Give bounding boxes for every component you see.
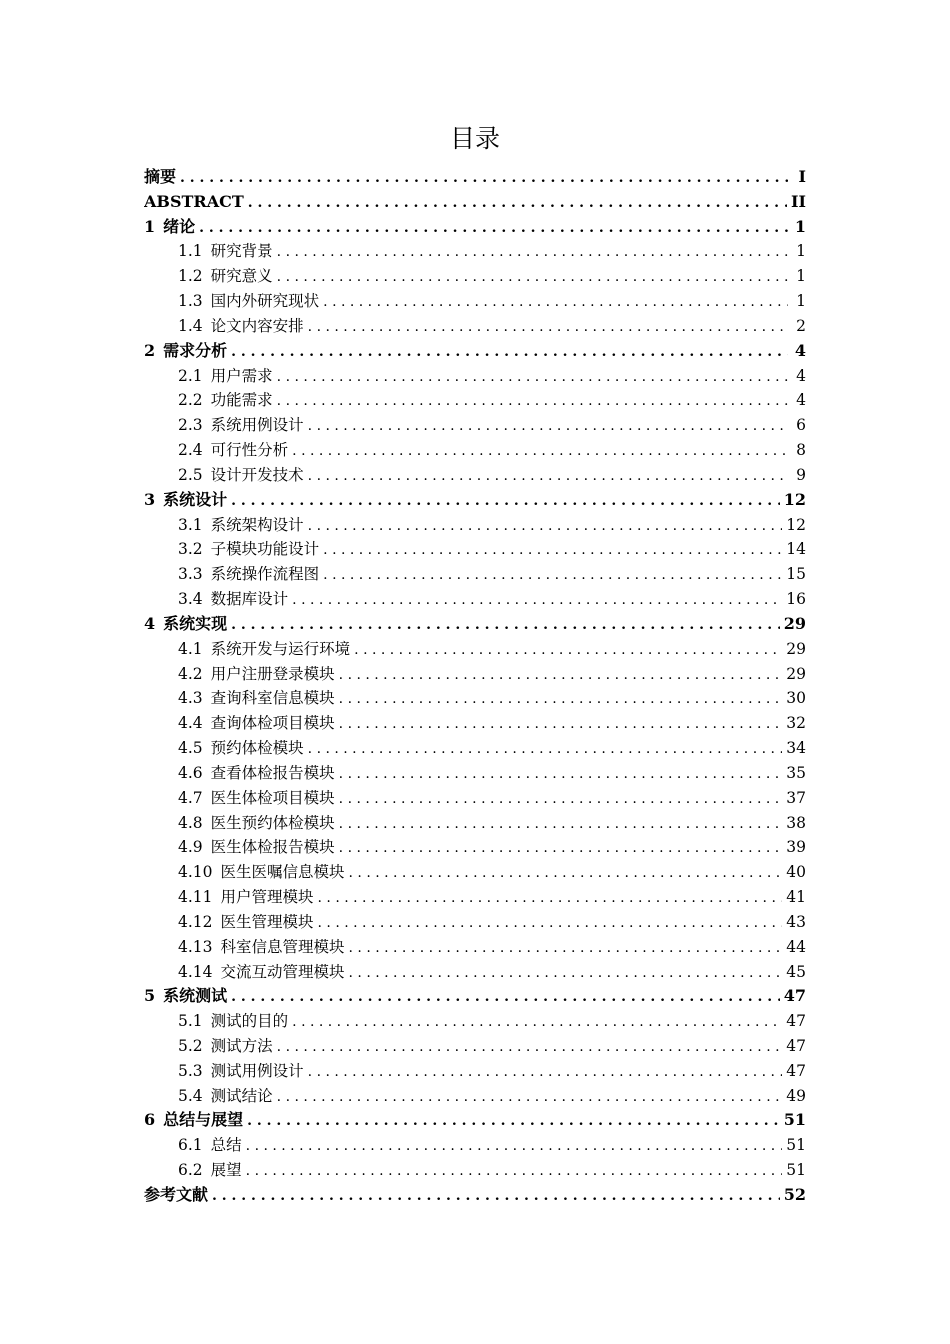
toc-dot-leader: [308, 514, 783, 538]
toc-entry-page-number: 1: [794, 216, 806, 236]
toc-entry-number: 4.14: [178, 962, 213, 981]
toc-entry-number: 4.10: [178, 863, 213, 882]
toc-entry-label: 查询体检项目模块: [210, 714, 335, 733]
toc-entry-page-number: 14: [786, 540, 806, 559]
toc-entry-label: 交流互动管理模块: [220, 962, 345, 981]
toc-entry-page-number: 29: [783, 613, 806, 633]
toc-entry-number: 2.3: [178, 416, 203, 435]
toc-entry-label: 系统实现: [163, 613, 228, 633]
toc-entry-number: 4.1: [178, 639, 203, 658]
toc-dot-leader: [323, 290, 788, 314]
toc-list: [144, 165, 806, 1208]
toc-entry-page-number: 37: [786, 788, 806, 807]
toc-entry-page-number: 49: [786, 1086, 806, 1105]
toc-dot-leader: [292, 1010, 782, 1034]
toc-entry-number: 2: [144, 340, 156, 360]
toc-entry-number: 3.1: [178, 515, 203, 534]
toc-entry-label: 医生医嘱信息模块: [220, 863, 345, 882]
toc-entry-label: 绪论: [163, 216, 196, 236]
toc-dot-leader: [277, 265, 788, 289]
toc-dot-leader: [180, 166, 788, 190]
toc-entry-page-number: 51: [786, 1136, 806, 1155]
toc-section-entry[interactable]: [144, 513, 806, 538]
toc-dot-leader: [246, 1159, 783, 1183]
toc-section-entry[interactable]: [144, 1059, 806, 1084]
toc-entry-label: 摘要: [144, 167, 177, 186]
toc-section-entry[interactable]: [144, 1158, 806, 1183]
toc-section-entry[interactable]: [144, 662, 806, 687]
toc-entry-page-number: 47: [786, 1036, 806, 1055]
toc-dot-leader: [318, 886, 783, 910]
toc-entry-label: ABSTRACT: [144, 191, 244, 211]
toc-section-entry[interactable]: [144, 264, 806, 289]
toc-entry-label: 用户管理模块: [220, 888, 314, 907]
toc-dot-leader: [318, 911, 783, 935]
toc-entry-number: 5.3: [178, 1061, 203, 1080]
toc-entry-number: 6: [144, 1110, 156, 1130]
toc-entry-page-number: 30: [786, 689, 806, 708]
toc-entry-number: 4.12: [178, 912, 213, 931]
toc-entry-page-number: 29: [786, 664, 806, 683]
toc-section-entry[interactable]: [144, 1034, 806, 1059]
toc-entry-label: 医生体检项目模块: [210, 788, 335, 807]
toc-section-entry[interactable]: [144, 463, 806, 488]
toc-dot-leader: [246, 1134, 783, 1158]
toc-dot-leader: [349, 936, 783, 960]
toc-section-entry[interactable]: [144, 811, 806, 836]
toc-section-entry[interactable]: [144, 935, 806, 960]
toc-entry-label: 子模块功能设计: [210, 540, 320, 559]
toc-dot-leader: [277, 365, 788, 389]
toc-entry-number: 1: [144, 216, 156, 236]
toc-section-entry[interactable]: [144, 364, 806, 389]
toc-entry-label: 系统开发与运行环境: [210, 639, 351, 658]
toc-dot-leader: [323, 538, 782, 562]
toc-entry-number: 6.1: [178, 1136, 203, 1155]
toc-chapter-entry[interactable]: [144, 612, 806, 637]
toc-dot-leader: [231, 340, 788, 364]
toc-section-entry[interactable]: [144, 885, 806, 910]
toc-entry-number: 5: [144, 986, 156, 1006]
toc-dot-leader: [354, 638, 782, 662]
toc-entry-page-number: 35: [786, 763, 806, 782]
toc-entry-number: 5.1: [178, 1012, 203, 1031]
toc-entry-label: 查看体检报告模块: [210, 763, 335, 782]
toc-section-entry[interactable]: [144, 711, 806, 736]
toc-chapter-entry[interactable]: [144, 488, 806, 513]
toc-section-entry[interactable]: [144, 587, 806, 612]
toc-entry-label: 医生预约体检模块: [210, 813, 335, 832]
toc-entry-label: 参考文献: [144, 1184, 209, 1204]
toc-entry-page-number: 52: [783, 1184, 806, 1204]
toc-entry-number: 4.13: [178, 937, 213, 956]
toc-entry-page-number: 1: [796, 267, 806, 286]
toc-dot-leader: [339, 812, 783, 836]
toc-entry-number: 4.2: [178, 664, 203, 683]
toc-section-entry[interactable]: [144, 289, 806, 314]
toc-entry-label: 研究意义: [210, 267, 273, 286]
toc-dot-leader: [308, 464, 788, 488]
toc-entry-number: 3: [144, 489, 156, 509]
toc-chapter-entry[interactable]: [144, 1183, 806, 1208]
toc-entry-label: 查询科室信息模块: [210, 689, 335, 708]
toc-section-entry[interactable]: [144, 960, 806, 985]
toc-entry-label: 医生体检报告模块: [210, 838, 335, 857]
toc-entry-page-number: 51: [783, 1110, 806, 1130]
toc-chapter-entry[interactable]: [144, 165, 806, 190]
toc-dot-leader: [231, 613, 780, 637]
toc-entry-label: 数据库设计: [210, 590, 289, 609]
toc-entry-number: 1.3: [178, 292, 203, 311]
toc-entry-label: 用户需求: [210, 366, 273, 385]
toc-entry-number: 2.5: [178, 465, 203, 484]
toc-entry-page-number: 6: [796, 416, 806, 435]
toc-entry-label: 测试结论: [210, 1086, 273, 1105]
toc-section-entry[interactable]: [144, 761, 806, 786]
toc-entry-label: 总结与展望: [163, 1110, 244, 1130]
toc-section-entry[interactable]: [144, 910, 806, 935]
toc-section-entry[interactable]: [144, 1084, 806, 1109]
toc-dot-leader: [248, 191, 787, 215]
toc-entry-number: 2.2: [178, 391, 203, 410]
toc-entry-page-number: 1: [796, 242, 806, 261]
toc-entry-number: 4.7: [178, 788, 203, 807]
toc-entry-page-number: 2: [796, 316, 806, 335]
toc-chapter-entry[interactable]: [144, 984, 806, 1009]
toc-entry-label: 医生管理模块: [220, 912, 314, 931]
toc-entry-page-number: 41: [786, 888, 806, 907]
toc-chapter-entry[interactable]: [144, 190, 806, 215]
toc-entry-label: 设计开发技术: [210, 465, 304, 484]
toc-entry-label: 需求分析: [163, 340, 228, 360]
toc-dot-leader: [231, 985, 780, 1009]
toc-entry-page-number: 40: [786, 863, 806, 882]
toc-section-entry[interactable]: [144, 835, 806, 860]
toc-dot-leader: [339, 836, 783, 860]
toc-entry-number: 1.1: [178, 242, 203, 261]
toc-dot-leader: [349, 861, 783, 885]
toc-entry-page-number: 34: [786, 739, 806, 758]
toc-entry-label: 测试的目的: [210, 1012, 289, 1031]
toc-dot-leader: [277, 240, 788, 264]
toc-entry-page-number: 4: [796, 366, 806, 385]
toc-entry-page-number: II: [791, 191, 806, 211]
toc-dot-leader: [339, 687, 783, 711]
toc-dot-leader: [231, 489, 780, 513]
toc-section-entry[interactable]: [144, 562, 806, 587]
toc-entry-page-number: 32: [786, 714, 806, 733]
toc-entry-number: 4.9: [178, 838, 203, 857]
toc-dot-leader: [308, 737, 783, 761]
toc-entry-page-number: 47: [786, 1061, 806, 1080]
toc-entry-page-number: 44: [786, 937, 806, 956]
toc-chapter-entry[interactable]: [144, 339, 806, 364]
toc-entry-label: 系统操作流程图: [210, 565, 320, 584]
toc-entry-page-number: 8: [796, 441, 806, 460]
toc-entry-number: 3.3: [178, 565, 203, 584]
toc-dot-leader: [308, 315, 788, 339]
toc-title: 目录: [449, 124, 500, 153]
toc-entry-label: 系统用例设计: [210, 416, 304, 435]
toc-dot-leader: [292, 439, 788, 463]
toc-entry-page-number: 45: [786, 962, 806, 981]
toc-entry-number: 6.2: [178, 1161, 203, 1180]
toc-entry-number: 3.4: [178, 590, 203, 609]
toc-entry-page-number: 12: [786, 515, 806, 534]
toc-entry-page-number: 29: [786, 639, 806, 658]
toc-entry-page-number: 12: [783, 489, 806, 509]
toc-entry-label: 国内外研究现状: [210, 292, 320, 311]
toc-dot-leader: [339, 762, 783, 786]
toc-dot-leader: [308, 1060, 783, 1084]
toc-dot-leader: [247, 1109, 780, 1133]
toc-entry-label: 可行性分析: [210, 441, 289, 460]
toc-entry-number: 4.4: [178, 714, 203, 733]
toc-section-entry[interactable]: [144, 388, 806, 413]
toc-section-entry[interactable]: [144, 537, 806, 562]
toc-entry-number: 5.2: [178, 1036, 203, 1055]
toc-entry-page-number: 39: [786, 838, 806, 857]
toc-entry-number: 4.3: [178, 689, 203, 708]
toc-entry-page-number: 4: [794, 340, 806, 360]
toc-entry-label: 系统设计: [163, 489, 228, 509]
toc-entry-number: 5.4: [178, 1086, 203, 1105]
toc-entry-number: 4.5: [178, 739, 203, 758]
toc-chapter-entry[interactable]: [144, 1108, 806, 1133]
toc-entry-label: 科室信息管理模块: [220, 937, 345, 956]
toc-dot-leader: [323, 563, 782, 587]
toc-entry-label: 论文内容安排: [210, 316, 304, 335]
toc-section-entry[interactable]: [144, 239, 806, 264]
toc-entry-label: 总结: [210, 1136, 242, 1155]
toc-dot-leader: [199, 216, 788, 240]
toc-entry-page-number: 9: [796, 465, 806, 484]
toc-section-entry[interactable]: [144, 637, 806, 662]
toc-dot-leader: [339, 663, 783, 687]
toc-entry-page-number: 47: [783, 986, 806, 1006]
toc-entry-page-number: 43: [786, 912, 806, 931]
toc-dot-leader: [339, 787, 783, 811]
toc-section-entry[interactable]: [144, 686, 806, 711]
toc-section-entry[interactable]: [144, 860, 806, 885]
toc-entry-number: 1.2: [178, 267, 203, 286]
toc-entry-page-number: I: [798, 167, 806, 186]
toc-entry-number: 2.4: [178, 441, 203, 460]
toc-section-entry[interactable]: [144, 413, 806, 438]
toc-dot-leader: [277, 389, 788, 413]
toc-entry-page-number: 1: [796, 292, 806, 311]
toc-entry-label: 测试方法: [210, 1036, 273, 1055]
toc-dot-leader: [277, 1085, 783, 1109]
toc-entry-page-number: 47: [786, 1012, 806, 1031]
toc-section-entry[interactable]: [144, 736, 806, 761]
toc-section-entry[interactable]: [144, 1133, 806, 1158]
toc-entry-number: 1.4: [178, 316, 203, 335]
toc-section-entry[interactable]: [144, 438, 806, 463]
toc-entry-label: 研究背景: [210, 242, 273, 261]
toc-entry-number: 4: [144, 613, 156, 633]
toc-entry-page-number: 38: [786, 813, 806, 832]
toc-section-entry[interactable]: [144, 1009, 806, 1034]
toc-entry-number: 4.8: [178, 813, 203, 832]
toc-entry-number: 4.11: [178, 888, 213, 907]
toc-dot-leader: [339, 712, 783, 736]
toc-entry-label: 系统测试: [163, 986, 228, 1006]
toc-entry-label: 用户注册登录模块: [210, 664, 335, 683]
toc-dot-leader: [308, 414, 788, 438]
toc-entry-label: 测试用例设计: [210, 1061, 304, 1080]
toc-dot-leader: [292, 588, 782, 612]
toc-entry-label: 功能需求: [210, 391, 273, 410]
toc-section-entry[interactable]: [144, 314, 806, 339]
toc-entry-page-number: 4: [796, 391, 806, 410]
toc-dot-leader: [212, 1184, 780, 1208]
toc-entry-number: 2.1: [178, 366, 203, 385]
toc-entry-page-number: 16: [786, 590, 806, 609]
toc-entry-page-number: 15: [786, 565, 806, 584]
toc-entry-number: 4.6: [178, 763, 203, 782]
toc-section-entry[interactable]: [144, 786, 806, 811]
toc-entry-label: 系统架构设计: [210, 515, 304, 534]
toc-chapter-entry[interactable]: [144, 215, 806, 240]
toc-entry-label: 预约体检模块: [210, 739, 304, 758]
toc-entry-label: 展望: [210, 1161, 242, 1180]
toc-entry-page-number: 51: [786, 1161, 806, 1180]
toc-entry-number: 3.2: [178, 540, 203, 559]
toc-dot-leader: [349, 961, 783, 985]
toc-dot-leader: [277, 1035, 783, 1059]
